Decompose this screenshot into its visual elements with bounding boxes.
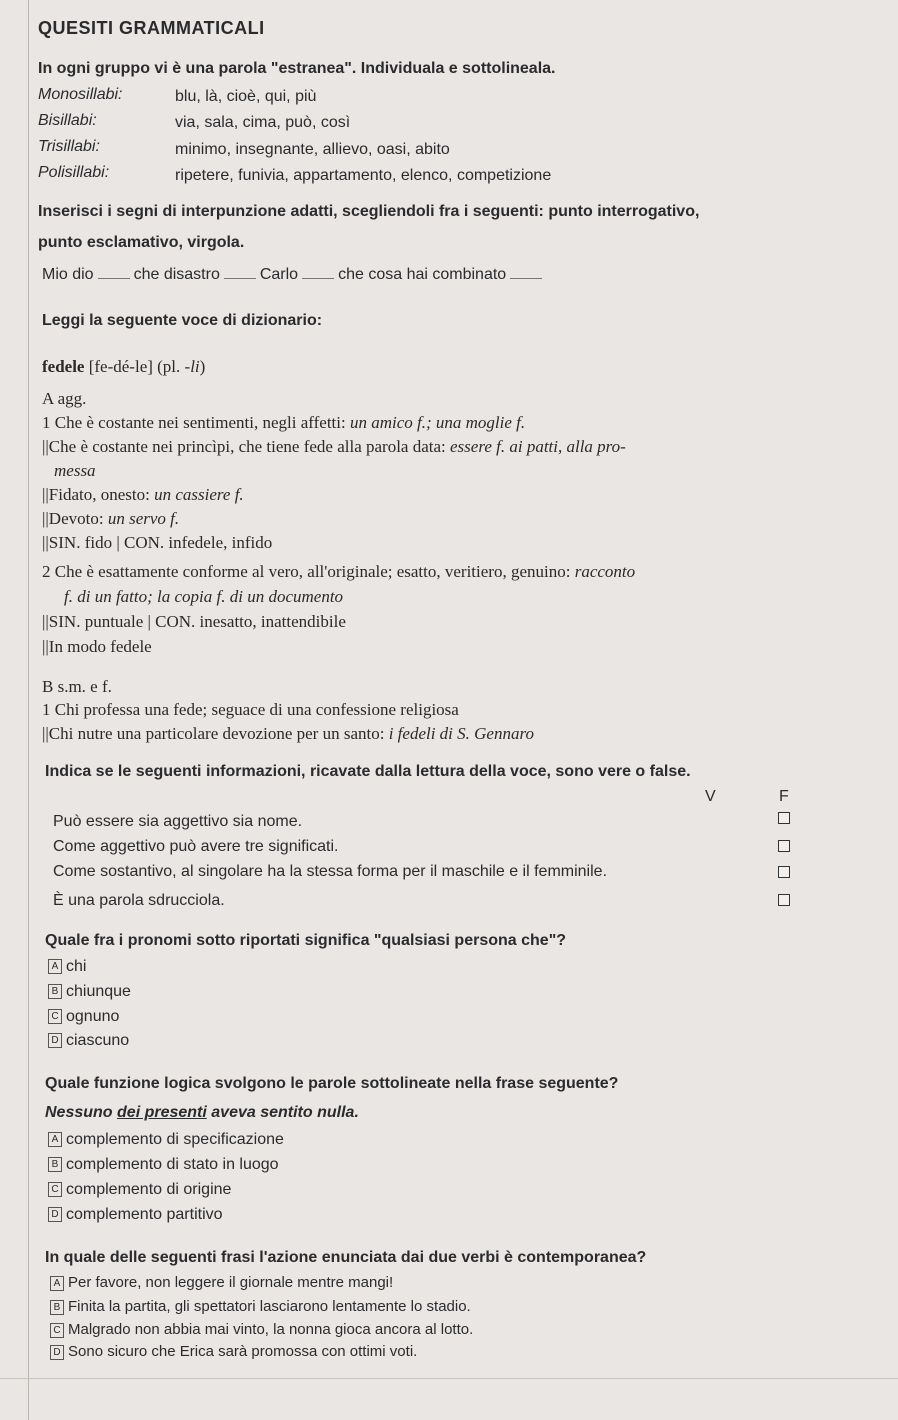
dictionary-def: ||SIN. puntuale | CON. inesatto, inattendibile	[42, 612, 346, 631]
answer-blank[interactable]	[302, 266, 334, 279]
option[interactable]: C complemento di origine	[48, 1181, 231, 1199]
option-letter: A	[48, 959, 62, 974]
answer-blank[interactable]	[510, 266, 542, 279]
false-checkbox[interactable]	[778, 866, 790, 878]
statement: Può essere sia aggettivo sia nome.	[53, 813, 303, 830]
page-title: QUESITI GRAMMATICALI	[38, 18, 265, 38]
column-true-label: V	[705, 788, 716, 805]
q1-words: blu, là, cioè, qui, più	[175, 88, 317, 105]
option-letter: B	[48, 984, 62, 999]
q1-words: via, sala, cima, può, così	[175, 114, 351, 131]
option[interactable]: D Sono sicuro che Erica sarà promossa con ottimi voti.	[50, 1343, 417, 1360]
option-letter: B	[48, 1157, 62, 1172]
dictionary-section-b: B s.m. e f.	[42, 677, 112, 696]
q7-question: In quale delle seguenti frasi l'azione enunciata dai due verbi è contemporanea?	[45, 1249, 647, 1266]
q5-question: Quale fra i pronomi sotto riportati significa "qualsiasi persona che"?	[45, 932, 567, 949]
option[interactable]: B Finita la partita, gli spettatori lasciarono lentamente lo stadio.	[50, 1298, 471, 1315]
dictionary-def: ||Fidato, onesto: un cassiere f.	[42, 485, 244, 504]
dictionary-def: 2 Che è esattamente conforme al vero, all'originale; esatto, veritiero, genuino: racconto	[42, 562, 636, 581]
dictionary-def: ||Chi nutre una particolare devozione per un santo: i fedeli di S. Gennaro	[42, 724, 534, 743]
option-letter: C	[48, 1182, 62, 1197]
dictionary-def-cont: f. di un fatto; la copia f. di un documento	[64, 587, 344, 606]
dictionary-headword-line: fedele [fe-dé-le] (pl. -li)	[42, 357, 206, 376]
q1-label: Monosillabi:	[38, 86, 123, 103]
option[interactable]: B complemento di stato in luogo	[48, 1156, 279, 1174]
false-checkbox[interactable]	[778, 894, 790, 906]
option-letter: D	[48, 1207, 62, 1222]
option-letter: C	[50, 1323, 64, 1338]
statement: Come sostantivo, al singolare ha la stessa forma per il maschile e il femminile.	[53, 863, 608, 880]
option[interactable]: C ognuno	[48, 1008, 119, 1026]
bottom-rule	[0, 1378, 898, 1379]
q2-instruction-cont: punto esclamativo, virgola.	[38, 234, 245, 251]
option-letter: D	[50, 1345, 64, 1360]
dictionary-def: 1 Chi professa una fede; seguace di una confessione religiosa	[42, 700, 459, 719]
q4-instruction: Indica se le seguenti informazioni, ricavate dalla lettura della voce, sono vere o false.	[45, 763, 691, 780]
q1-label: Polisillabi:	[38, 164, 110, 181]
q3-instruction: Leggi la seguente voce di dizionario:	[42, 312, 323, 329]
option[interactable]: A chi	[48, 958, 86, 976]
option[interactable]: C Malgrado non abbia mai vinto, la nonna gioca ancora al lotto.	[50, 1321, 473, 1338]
margin-line	[28, 0, 29, 1420]
dictionary-def: ||Devoto: un servo f.	[42, 509, 180, 528]
false-checkbox[interactable]	[778, 840, 790, 852]
dictionary-def: 1 Che è costante nei sentimenti, negli affetti: un amico f.; una moglie f.	[42, 413, 526, 432]
statement: Come aggettivo può avere tre significati.	[53, 838, 339, 855]
statement: È una parola sdrucciola.	[53, 892, 225, 909]
dictionary-section-a: A agg.	[42, 389, 87, 408]
option-letter: A	[48, 1132, 62, 1147]
option-letter: D	[48, 1033, 62, 1048]
option[interactable]: D ciascuno	[48, 1032, 129, 1050]
option[interactable]: A Per favore, non leggere il giornale mentre mangi!	[50, 1274, 393, 1291]
q1-words: ripetere, funivia, appartamento, elenco, competizione	[175, 167, 552, 184]
dictionary-def: ||In modo fedele	[42, 637, 152, 656]
q1-words: minimo, insegnante, allievo, oasi, abito	[175, 141, 450, 158]
dictionary-def-cont: messa	[54, 461, 96, 480]
option[interactable]: A complemento di specificazione	[48, 1131, 284, 1149]
q2-instruction: Inserisci i segni di interpunzione adatti, scegliendoli fra i seguenti: punto interrogativo,	[38, 203, 700, 220]
option-letter: B	[50, 1300, 64, 1315]
dictionary-def: ||Che è costante nei princìpi, che tiene fede alla parola data: essere f. ai patti, alla pro-	[42, 437, 626, 456]
q1-label: Bisillabi:	[38, 112, 97, 129]
q6-sentence: Nessuno dei presenti aveva sentito nulla.	[45, 1104, 359, 1121]
option-letter: C	[48, 1009, 62, 1024]
q1-instruction: In ogni gruppo vi è una parola "estranea". Individuala e sottolineala.	[38, 60, 556, 77]
option-letter: A	[50, 1276, 64, 1291]
option[interactable]: D complemento partitivo	[48, 1206, 223, 1224]
column-false-label: F	[779, 788, 789, 805]
answer-blank[interactable]	[224, 266, 256, 279]
answer-blank[interactable]	[98, 266, 130, 279]
q2-sentence: Mio dio che disastro Carlo che cosa hai combinato	[42, 266, 546, 284]
option[interactable]: B chiunque	[48, 983, 131, 1001]
dictionary-def: ||SIN. fido | CON. infedele, infido	[42, 533, 273, 552]
q6-question: Quale funzione logica svolgono le parole sottolineate nella frase seguente?	[45, 1075, 619, 1092]
false-checkbox[interactable]	[778, 812, 790, 824]
q1-label: Trisillabi:	[38, 138, 100, 155]
